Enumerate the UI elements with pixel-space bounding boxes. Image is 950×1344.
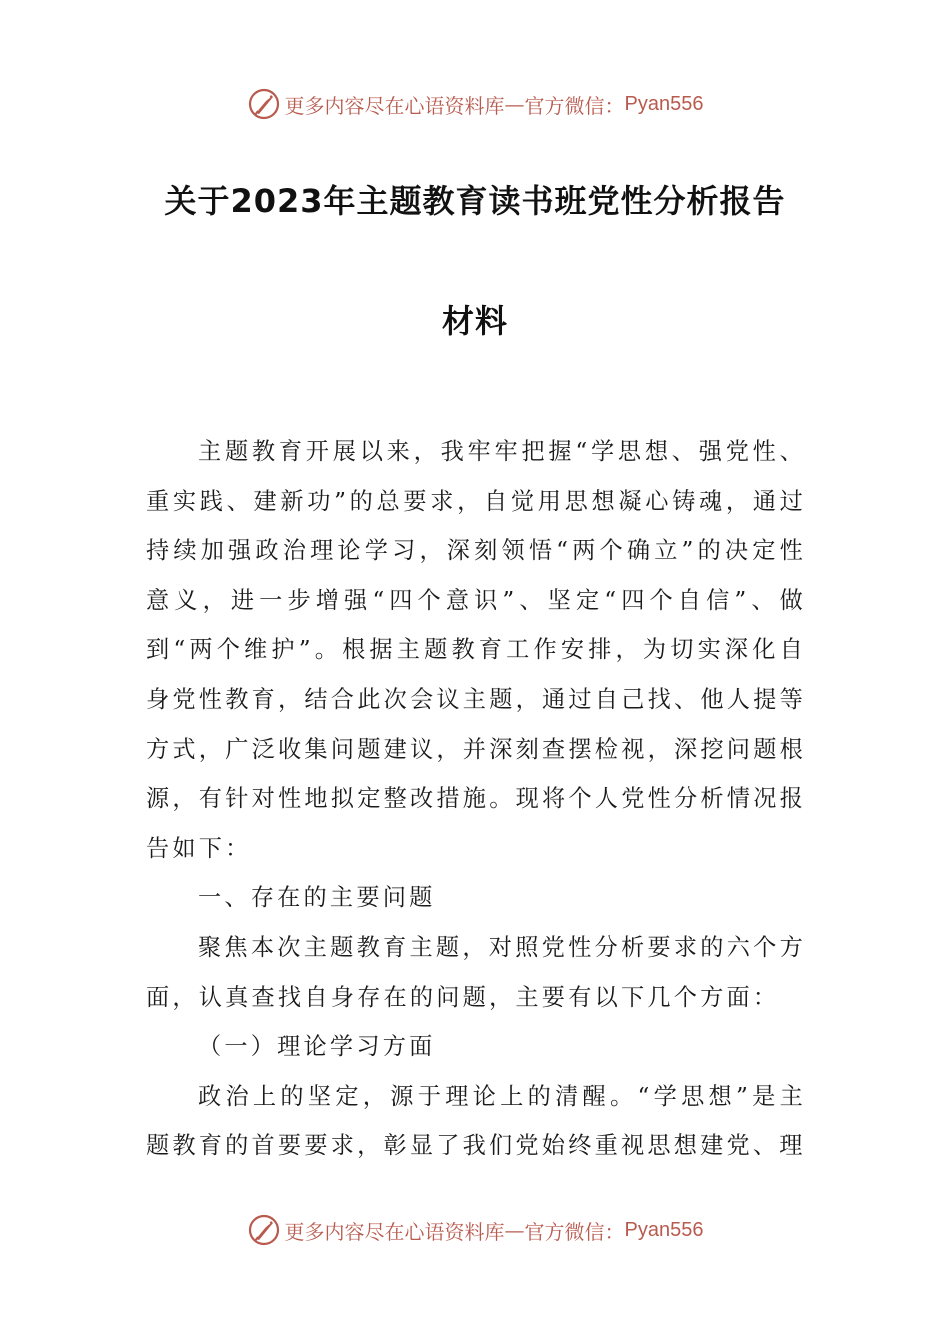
- header-watermark: [0, 84, 950, 124]
- section-heading: 一、存在的主要问题: [198, 884, 436, 912]
- watermark-separator: —: [504, 92, 525, 116]
- section-intro-paragraph: 聚焦本次主题教育主题，对照党性分析要求的六个方面，认真查找自身存在的问题，主要有以下几个方面：: [146, 933, 806, 1011]
- document-title-line1: 关于2023年主题教育读书班党性分析报告: [164, 182, 786, 220]
- quill-logo-icon: [247, 1213, 281, 1247]
- watermark-separator: —: [504, 1218, 525, 1242]
- quill-logo-icon: [247, 87, 281, 121]
- footer-watermark: [0, 1210, 950, 1250]
- document-body: [146, 427, 806, 1171]
- watermark-contact-id: Pyan556: [624, 92, 704, 115]
- watermark-text: 更多内容尽在心语资料库: [284, 1219, 505, 1244]
- subsection-heading: （一）理论学习方面: [198, 1033, 436, 1061]
- watermark-contact-label: 官方微信：: [524, 93, 625, 118]
- watermark-contact-id: Pyan556: [624, 1218, 704, 1241]
- subsection-paragraph: 政治上的坚定，源于理论上的清醒。“学思想”是主题教育的首要要求，彰显了我们党始终重视思想建党、理: [146, 1082, 806, 1160]
- intro-paragraph: 主题教育开展以来，我牢牢把握“学思想、强党性、重实践、建新功”的总要求，自觉用思想凝心铸魂，通过持续加强政治理论学习，深刻领悟“两个确立”的决定性意义，进一步增强“四个意识”、坚定“四个自信”、做到“两个维护”。根据主题教育工作安排，为切实深化自身党性教育，结合此次会议主题，通过自己找、他人提等方式，广泛收集问题建议，并深刻查摆检视，深挖问题根源，有针对性地拟定整改措施。现将个人党性分析情况报告如下：: [146, 438, 806, 862]
- document-title-line2: 材料: [441, 302, 508, 340]
- watermark-contact-label: 官方微信：: [524, 1219, 625, 1244]
- watermark-text: 更多内容尽在心语资料库: [284, 93, 505, 118]
